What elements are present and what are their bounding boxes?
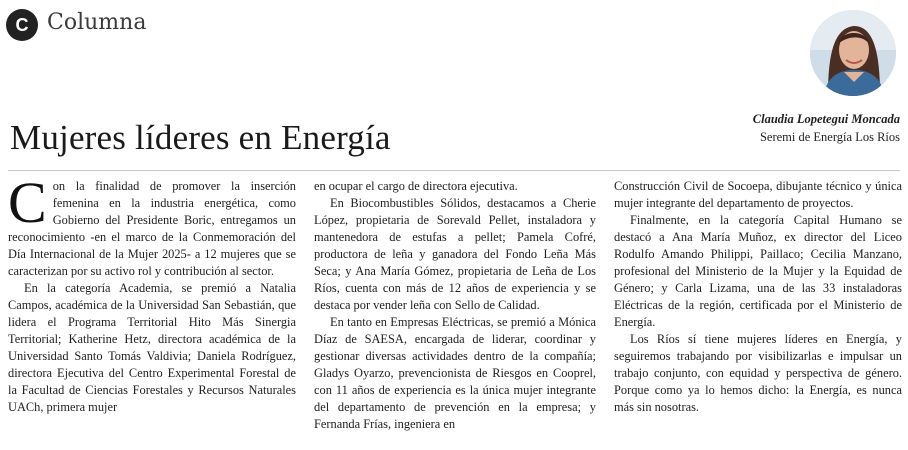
paragraph-continued: Construcción Civil de Socoepa, dibujante técnico y única mujer integrante del departamento de proyectos. [614,179,902,210]
article-column-2 [314,178,596,450]
author-portrait-image [810,10,896,96]
drop-cap: C [8,178,47,235]
author-byline [753,110,900,146]
paragraph-empresas-electricas: En tanto en Empresas Eléctricas, se premió a Mónica Díaz de SAESA, encargada de liderar, coordinar y gestionar diversas actividades dentro de la compañía; Gladys Oyarzo, prevencionista de Riesgos en Cooprel, con 11 años de experiencia es la única mujer integrante del departamento de prevención en la empresa; y Fernanda Frías, ingeniera en [314,315,596,431]
paragraph-continued: en ocupar el cargo de directora ejecutiva. [314,179,518,193]
paragraph-academia: En la categoría Academia, se premió a Natalia Campos, académica de la Universidad San Sebastián, que lidera el Programa Territorial Hito Más Sinergia Territorial; Katherine Hetz, directora académica de la Universidad Santo Tomás Valdivia; Daniela Rodríguez, directora Ejecutiva del Centro Experimental Forestal de la Facultad de Ciencias Forestales y Recursos Naturales UACh, primera mujer [8,281,296,414]
author-photo [810,10,896,96]
paragraph-biocombustibles: En Biocombustibles Sólidos, destacamos a Cherie López, propietaria de Sorevald Pellet, instaladora y mantenedora de estufas a pellet; Pamela Cofré, productora de leña y ganadora del Fondo Leña Más Seca; y Ana María Gómez, propietaria de Leña de Los Ríos, cuenta con más de 12 años de experiencia y se destaca por vender leña con Sello de Calidad. [314,196,596,312]
paragraph-intro [8,178,296,280]
article-headline: Mujeres líderes en Energía [10,118,391,157]
headline-divider [8,170,900,171]
article-column-1 [8,178,296,450]
author-name: Claudia Lopetegui Moncada [752,112,900,126]
paragraph-capital-humano: Finalmente, en la categoría Capital Humano se destacó a Ana María Muñoz, ex director del Liceo Rodulfo Amando Philippi, Paillaco; Cecilia Manzano, profesional del Ministerio de la Mujer y la Equidad de Género; y Carla Lizama, una de las 33 instaladoras Eléctricas de la región, certificada por el Ministerio de Energía. [614,213,902,329]
article-column-3 [614,178,902,450]
author-role: Seremi de Energía Los Ríos [759,130,900,144]
section-label: Columna [47,10,147,35]
paragraph-intro-text: on la finalidad de promover la inserción femenina en la industria energética, como Gobierno del Presidente Boric, entregamos un reconocimiento -en el marco de la Conmemoración del Día Internacional de la Mujer 2025- a 12 mujeres que se caracterizan por su activo rol y contribución al sector. [8,179,296,278]
paragraph-closing: Los Ríos sí tiene mujeres líderes en Energía, y seguiremos trabajando por visibilizarlas e impulsar un trabajo conjunto, con equidad y perspectiva de género. Porque como ya lo hemos dicho: la Energía, es nunca más sin nosotras. [614,332,902,414]
column-badge: C [6,9,38,41]
